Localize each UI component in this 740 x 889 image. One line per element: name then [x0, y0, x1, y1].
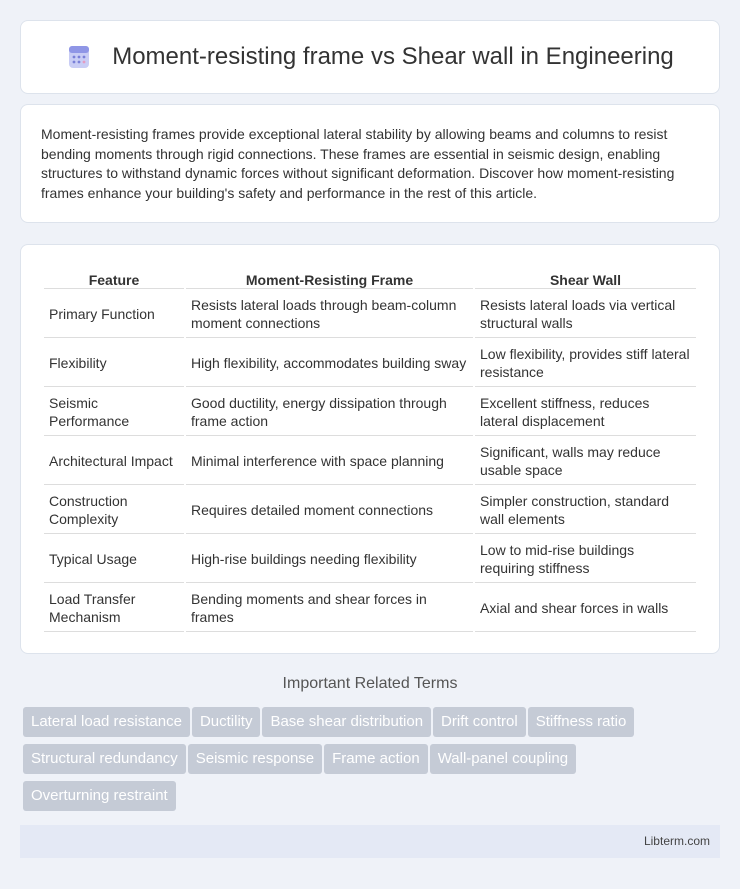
row-moment-frame: Good ductility, energy dissipation through frame action: [186, 389, 473, 436]
row-shear-wall: Simpler construction, standard wall elements: [475, 487, 696, 534]
row-feature: Architectural Impact: [44, 438, 184, 485]
header-shear-wall: Shear Wall: [475, 268, 696, 289]
row-shear-wall: Resists lateral loads via vertical structural walls: [475, 291, 696, 338]
row-feature: Primary Function: [44, 291, 184, 338]
row-feature: Typical Usage: [44, 536, 184, 583]
row-moment-frame: High flexibility, accommodates building sway: [186, 340, 473, 387]
row-moment-frame: Bending moments and shear forces in frames: [186, 585, 473, 632]
footer: [20, 825, 720, 858]
table-row: [44, 340, 696, 387]
tag-seismic-response[interactable]: Seismic response: [188, 744, 322, 774]
related-terms-title: Important Related Terms: [282, 675, 458, 692]
row-feature: Seismic Performance: [44, 389, 184, 436]
intro-paragraph: Moment-resisting frames provide exceptional lateral stability by allowing beams and columns to resist bending moments through rigid connections. These frames are essential in seismic design, enabling structures to withstand dynamic forces without significant deformation. Discover how moment-resisting frames enhance your building's safety and performance in the rest of this article.: [41, 126, 675, 201]
table-row: [44, 438, 696, 485]
row-moment-frame: High-rise buildings needing flexibility: [186, 536, 473, 583]
row-shear-wall: Axial and shear forces in walls: [475, 585, 696, 632]
table-row: [44, 389, 696, 436]
calculator-icon: [66, 44, 92, 70]
comparison-table: [42, 266, 698, 634]
tag-structural-redundancy[interactable]: Structural redundancy: [23, 744, 186, 774]
footer-site-link[interactable]: Libterm.com: [643, 834, 710, 848]
tag-wall-panel-coupling[interactable]: Wall-panel coupling: [430, 744, 576, 774]
header-feature: Feature: [44, 268, 184, 289]
table-row: [44, 585, 696, 632]
tag-frame-action[interactable]: Frame action: [324, 744, 428, 774]
related-terms-list: [23, 707, 723, 818]
row-feature: Construction Complexity: [44, 487, 184, 534]
tag-overturning-restraint[interactable]: Overturning restraint: [23, 781, 176, 811]
title-card: [20, 20, 720, 94]
tag-base-shear-distribution[interactable]: Base shear distribution: [262, 707, 431, 737]
row-feature: Flexibility: [44, 340, 184, 387]
row-moment-frame: Minimal interference with space planning: [186, 438, 473, 485]
row-shear-wall: Low to mid-rise buildings requiring stiffness: [475, 536, 696, 583]
row-shear-wall: Low flexibility, provides stiff lateral resistance: [475, 340, 696, 387]
tag-ductility[interactable]: Ductility: [192, 707, 261, 737]
table-row: [44, 487, 696, 534]
tag-stiffness-ratio[interactable]: Stiffness ratio: [528, 707, 635, 737]
row-feature: Load Transfer Mechanism: [44, 585, 184, 632]
page-title: Moment-resisting frame vs Shear wall in Engineering: [112, 43, 674, 70]
header-moment-frame: Moment-Resisting Frame: [186, 268, 473, 289]
row-shear-wall: Excellent stiffness, reduces lateral displacement: [475, 389, 696, 436]
row-moment-frame: Resists lateral loads through beam-column moment connections: [186, 291, 473, 338]
tag-lateral-load-resistance[interactable]: Lateral load resistance: [23, 707, 190, 737]
table-header-row: [44, 268, 696, 289]
row-moment-frame: Requires detailed moment connections: [186, 487, 473, 534]
comparison-card: [20, 244, 720, 654]
intro-card: [20, 104, 720, 223]
table-row: [44, 536, 696, 583]
tag-drift-control[interactable]: Drift control: [433, 707, 526, 737]
table-row: [44, 291, 696, 338]
row-shear-wall: Significant, walls may reduce usable space: [475, 438, 696, 485]
